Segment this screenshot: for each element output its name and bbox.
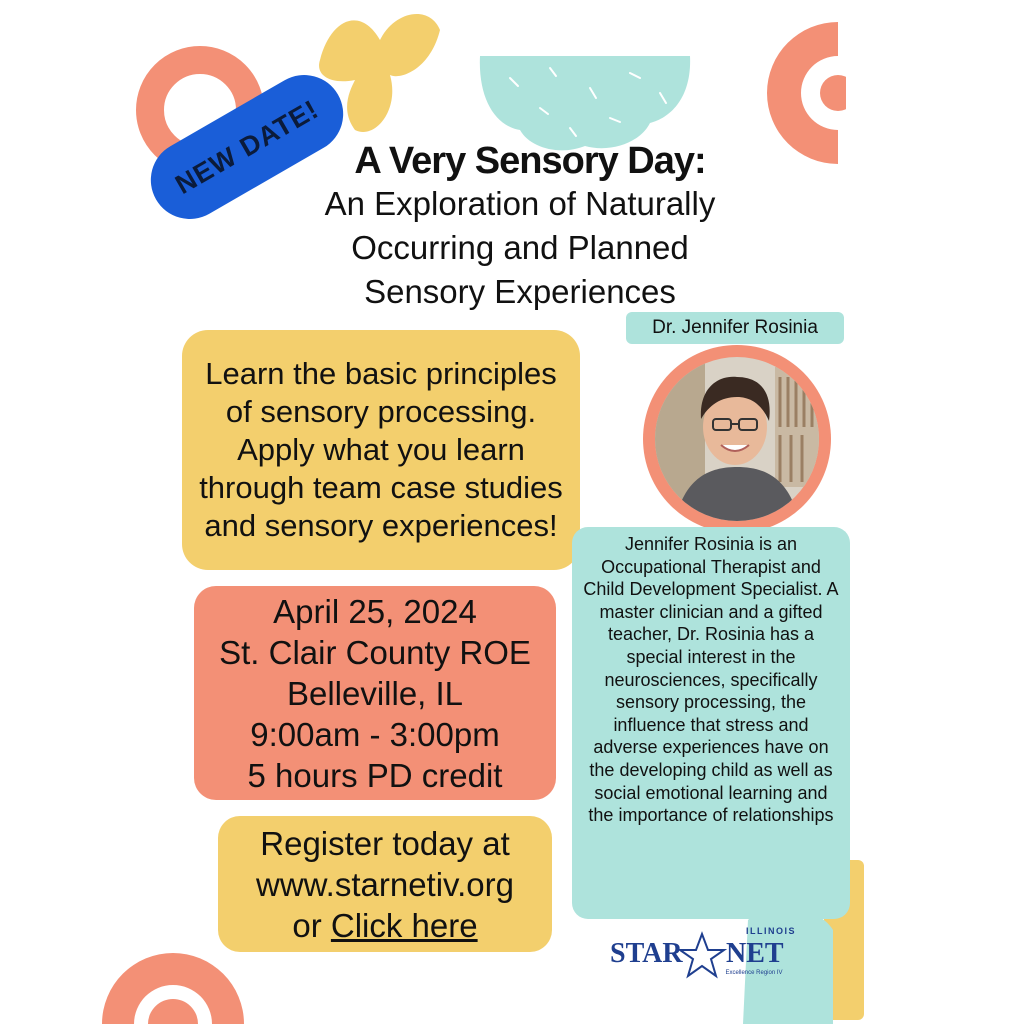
event-date: April 25, 2024 <box>273 592 477 630</box>
subtitle-line-2: Occurring and Planned <box>351 229 689 266</box>
event-city: Belleville, IL <box>286 674 464 712</box>
event-credit: 5 hours PD credit <box>247 756 503 794</box>
learn-text: Learn the basic principles of sensory processing. Apply what you learn through team case studies and sensory experiences! <box>199 356 563 543</box>
register-box <box>218 816 552 952</box>
subtitle-line-1: An Exploration of Naturally <box>324 185 716 222</box>
event-subtitle <box>270 182 770 314</box>
starnet-logo <box>606 924 802 986</box>
click-here-link[interactable]: Click here <box>330 906 478 944</box>
event-title: A Very Sensory Day: <box>354 140 706 182</box>
event-details <box>194 586 556 800</box>
logo-left: STAR <box>610 938 683 969</box>
presenter-name: Dr. Jennifer Rosinia <box>626 312 844 344</box>
register-website[interactable]: www.starnetiv.org <box>256 865 514 903</box>
badge-text: NEW DATE! <box>169 93 324 200</box>
event-time: 9:00am - 3:00pm <box>250 715 500 753</box>
bio-text: Jennifer Rosinia is an Occupational Therapist and Child Development Specialist. A master clinician and a gifted teacher, Dr. Rosinia has a special interest in the neurosciences, specifically sensory processing, the influence that stress and adverse experiences have on the developing child as well as social emotional learning and the importance of relationships <box>583 534 839 826</box>
register-link-line <box>292 905 477 946</box>
register-or: or <box>292 906 322 944</box>
logo-tagline: Excellence Region IV <box>725 970 783 976</box>
subtitle-line-3: Sensory Experiences <box>364 273 676 310</box>
presenter-bio <box>572 527 850 919</box>
event-venue: St. Clair County ROE <box>219 633 531 671</box>
logo-state: ILLINOIS <box>746 926 796 936</box>
logo-right: NET <box>726 938 784 969</box>
coral-half-ring-shape <box>746 18 846 168</box>
register-line: Register today at <box>260 824 510 862</box>
learn-description <box>182 330 580 570</box>
presenter-photo <box>655 357 819 521</box>
